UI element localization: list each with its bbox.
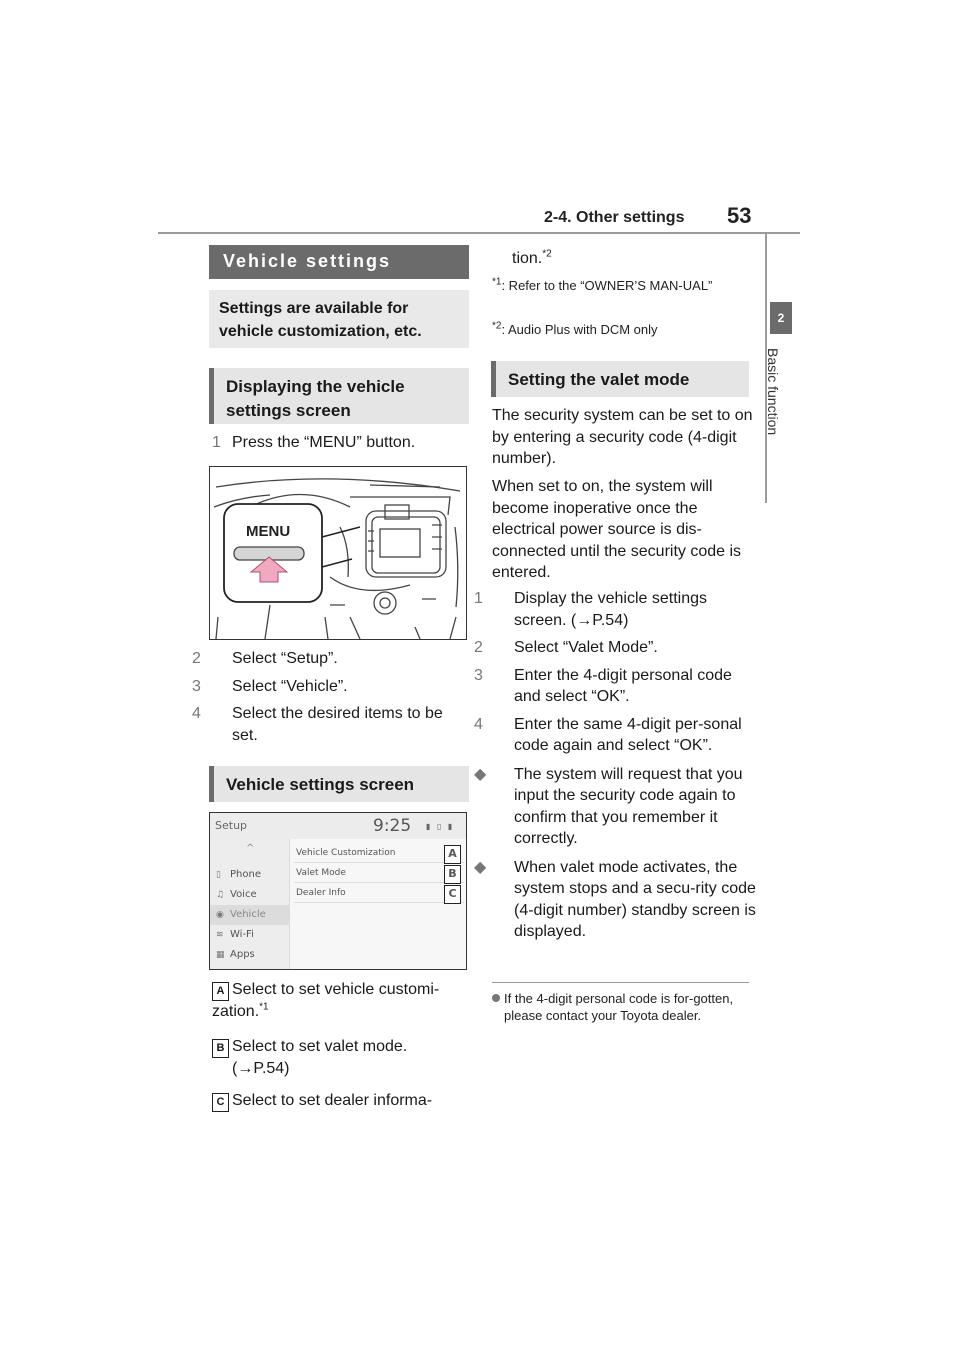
list-item-dealer-info[interactable]: [294, 883, 464, 903]
callout-tag: B: [212, 1039, 229, 1058]
callout-tag: A: [212, 982, 229, 1001]
nav-item-vehicle[interactable]: [210, 905, 290, 925]
note-divider: [492, 982, 749, 983]
callout-b: B: [444, 865, 461, 884]
cross-reference: (→P.54): [232, 1060, 290, 1077]
apps-icon: ▦: [216, 950, 225, 960]
screen-clock: 9:25: [373, 816, 412, 836]
callout-desc-a: [212, 979, 474, 1023]
step-number: 4: [192, 705, 201, 722]
valet-step-2: [474, 637, 756, 659]
valet-steps: [474, 588, 756, 943]
bullet-1: [474, 764, 756, 850]
valet-paragraph-2: When set to on, the system will become inoperative once the electrical power source is dis-connected until the security code is entered.: [492, 478, 742, 581]
step-text: Select the desired items to be set.: [232, 705, 443, 744]
status-icons: ▮ ▯ ▮: [426, 822, 455, 831]
footnote-2: [492, 321, 752, 338]
step-4: [192, 703, 472, 746]
step-number: 3: [192, 677, 201, 695]
footnote-mark: *2: [492, 320, 502, 332]
item-label: Dealer Info: [296, 888, 346, 898]
steps-2-4: [192, 648, 472, 746]
list-item-vehicle-customization[interactable]: [294, 843, 464, 863]
screen-nav: [210, 839, 290, 970]
step-text: Select “Vehicle”.: [232, 677, 348, 695]
valet-step-3: [474, 665, 756, 708]
heading-valet-mode: Setting the valet mode: [491, 361, 749, 397]
callout-text: Select to set valet mode.: [232, 1038, 408, 1055]
nav-label: Vehicle: [230, 909, 266, 920]
dashboard-drawing: [210, 467, 467, 640]
nav-item-apps[interactable]: [210, 945, 290, 965]
nav-label: Phone: [230, 869, 261, 880]
callout-desc-b: [212, 1036, 474, 1080]
page-number: 53: [727, 203, 752, 228]
nav-item-phone[interactable]: [210, 865, 290, 885]
bullet-text: When valet mode activates, the system stops and a secu-rity code (4-digit number) standby screen is displayed.: [514, 858, 756, 940]
heading-vehicle-settings: Vehicle settings: [209, 245, 469, 279]
step-number: 2: [192, 650, 201, 667]
nav-label: Voice: [230, 889, 257, 900]
section-title: 2-4. Other settings: [544, 209, 685, 226]
step-text: Select “Setup”.: [232, 650, 338, 667]
nav-label: Wi-Fi: [230, 929, 254, 940]
step-number: 1: [212, 434, 221, 451]
callout-a: A: [444, 845, 461, 864]
footnote-mark: *1: [492, 276, 502, 288]
footnote-ref: *2: [542, 248, 552, 260]
dashboard-illustration: [209, 466, 467, 640]
heading-vehicle-settings-screen: Vehicle settings screen: [209, 766, 469, 802]
note: [492, 990, 750, 1024]
step-number: 4: [474, 715, 483, 733]
nav-label: Apps: [230, 949, 255, 960]
callout-text: Select to set vehicle customi-zation.: [212, 981, 440, 1020]
bullet-text: The system will request that you input the security code again to confirm that you remember it correctly.: [514, 765, 743, 847]
callout-desc-c: [212, 1090, 474, 1112]
bullet-2: [474, 857, 756, 943]
footnote-text: : Refer to the “OWNER’S MAN-UAL”: [501, 278, 713, 293]
chapter-title: Basic function: [765, 348, 781, 436]
list-item-valet-mode[interactable]: [294, 863, 464, 883]
footnote-text: : Audio Plus with DCM only: [501, 322, 658, 337]
header-rule: [158, 232, 800, 234]
footnote-ref: *1: [259, 1001, 269, 1013]
chapter-number: 2: [777, 311, 785, 325]
step-number: 3: [474, 666, 483, 684]
wifi-icon: ≋: [216, 930, 224, 940]
menu-label: MENU: [246, 523, 291, 540]
diamond-bullet-icon: ◆: [474, 858, 487, 876]
item-label: Valet Mode: [296, 868, 346, 878]
step-text: Enter the same 4-digit per-sonal code again and select “OK”.: [514, 715, 742, 754]
screen-list: [290, 839, 467, 970]
chapter-tab: [770, 302, 792, 334]
step-number: 2: [474, 639, 483, 656]
screen-header: [210, 813, 466, 839]
step-text: Display the vehicle settings screen. (→P.54): [514, 590, 707, 629]
callout-c: C: [444, 885, 461, 904]
intro-box: Settings are available for vehicle customization, etc.: [209, 290, 469, 348]
continued-text: [512, 248, 552, 270]
diamond-bullet-icon: ◆: [474, 765, 487, 783]
voice-icon: ♫: [216, 890, 225, 900]
step-3: [192, 676, 472, 698]
valet-paragraph-1: The security system can be set to on by entering a security code (4-digit number).: [492, 407, 753, 467]
step-text: Select “Valet Mode”.: [514, 639, 658, 656]
continued-word: tion.: [512, 250, 543, 267]
chevron-up-icon[interactable]: ^: [246, 843, 255, 854]
valet-step-4: [474, 714, 756, 757]
step-text: Press the “MENU” button.: [232, 434, 416, 451]
step-2: [192, 648, 472, 670]
note-text: If the 4-digit personal code is for-gotten, please contact your Toyota dealer.: [504, 991, 734, 1023]
nav-item-voice[interactable]: [210, 885, 290, 905]
callout-text: Select to set dealer informa-: [232, 1092, 433, 1109]
nav-item-wifi[interactable]: [210, 925, 290, 945]
step-1: [212, 432, 472, 454]
heading-displaying-screen: Displaying the vehicle settings screen: [209, 368, 469, 424]
valet-step-1: [474, 588, 756, 631]
step-text: Enter the 4-digit personal code and select “OK”.: [514, 666, 732, 705]
footnote-1: [492, 277, 752, 294]
phone-icon: ▯: [216, 870, 221, 880]
car-icon: ◉: [216, 910, 224, 920]
callout-tag: C: [212, 1093, 229, 1112]
screen-title: Setup: [215, 819, 248, 832]
circle-bullet-icon: [492, 994, 500, 1002]
item-label: Vehicle Customization: [296, 848, 396, 858]
setup-screen-figure: [209, 812, 467, 970]
step-number: 1: [474, 590, 483, 607]
